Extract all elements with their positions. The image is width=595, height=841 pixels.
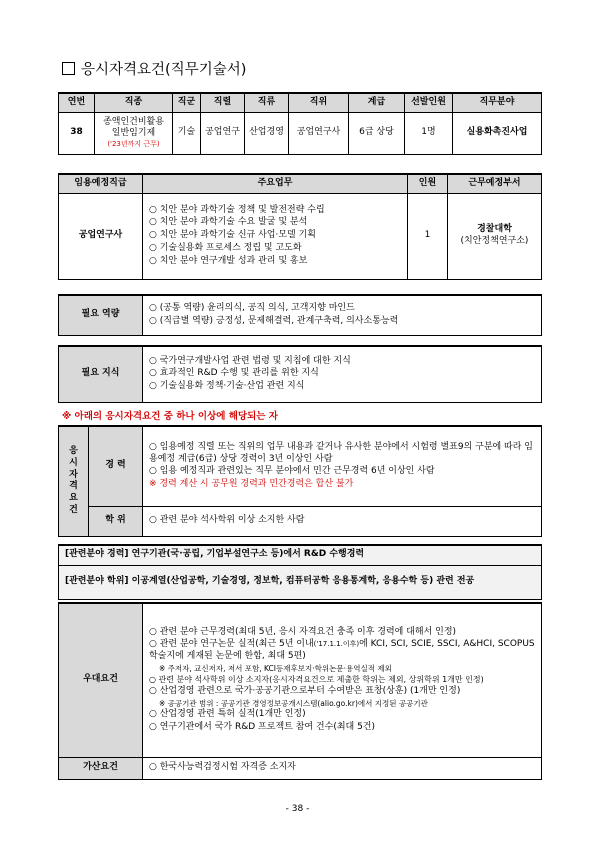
competency-list <box>143 295 542 335</box>
qualification-side-label: 응 시 자 격 요 건 <box>59 426 89 536</box>
degree-item: ○ 관련 분야 석사학위 이상 소지한 사람 <box>143 506 542 536</box>
header-field: 직무분야 <box>453 93 542 112</box>
page-number: - 38 - <box>285 804 310 814</box>
competency-table <box>58 294 542 336</box>
duty-item: ○ 치안 분야 과학기술 수요 발굴 및 분석 <box>149 217 308 228</box>
preference-item: ○ 관련 분야 석사학위 이상 소지자(응시자격요건으로 제출한 학위는 제외, 상위학위 1개만 인정) <box>149 674 484 684</box>
related-career-text: 연구기관(국·공립, 기업부설연구소 등)에서 R&D 수행경력 <box>131 549 365 560</box>
header-gyegeup: 계급 <box>349 93 405 112</box>
related-table <box>58 544 542 600</box>
header-jikryu: 직류 <box>245 93 289 112</box>
cell-people: 1 <box>408 193 448 279</box>
header-dept: 근무예정부서 <box>448 174 542 193</box>
knowledge-item: ○ 국가연구개발사업 관련 법령 및 지침에 대한 지식 <box>149 355 351 366</box>
dept-line1: 경찰대학 <box>477 224 512 235</box>
notice-text: ※ 아래의 응시자격요건 중 하나 이상에 해당되는 자 <box>62 411 278 422</box>
header-jikryeol: 직렬 <box>201 93 245 112</box>
cell-gyegeup: 6급 상당 <box>349 112 405 154</box>
preference-item: ○ 연구기관에서 국가 R&D 프로젝트 참여 건수(최대 5건) <box>149 722 376 733</box>
career-item: ○ 임용 예정직과 관련있는 직무 분야에서 민간 근무경력 6년 이상인 사람 <box>149 466 435 477</box>
competency-label: 필요 역량 <box>59 295 143 335</box>
page-title <box>62 58 246 79</box>
header-count: 선발인원 <box>405 93 453 112</box>
cell-no: 38 <box>59 112 95 154</box>
jikjong-line1: 종액인건비활용 <box>103 116 164 127</box>
checkbox-square-icon <box>62 62 75 75</box>
cell-grade: 공업연구사 <box>59 193 143 279</box>
duty-item: ○ 치안 분야 과학기술 신규 사업·모델 기획 <box>149 230 316 241</box>
knowledge-list <box>143 346 542 402</box>
competency-item: ○ (직급별 역량) 긍정성, 문제해결력, 관계구축력, 의사소통능력 <box>149 315 399 326</box>
degree-label: 학 위 <box>89 506 143 536</box>
career-item: ○ 임용예정 직렬 또는 직위의 업무 내용과 같거나 유사한 분야에서 시험령 별표9의 구분에 따라 임용예정 계급(6급) 상당 경력이 3년 이상인 사람 <box>149 441 534 464</box>
cell-jikryu: 산업경영 <box>245 112 289 154</box>
duty-item: ○ 기술실용화 프로세스 정립 및 고도화 <box>149 242 302 253</box>
preference-list <box>143 603 542 757</box>
preference-item: ○ 산업경영 관련으로 국가·공공기관으로부터 수여받은 표창(상훈) (1개만 인정) <box>149 685 461 696</box>
career-list <box>143 426 542 506</box>
cell-jikjong <box>95 112 173 154</box>
related-career <box>59 545 542 565</box>
header-duties: 주요업무 <box>143 174 408 193</box>
cell-field: 실용화촉진사업 <box>453 112 542 154</box>
knowledge-table <box>58 345 542 403</box>
bonus-label: 가산요건 <box>59 757 143 779</box>
preference-item: ○ 관련 분야 근무경력(최대 5년, 응시 자격요건 충족 이후 경력에 대해서 인정) <box>149 626 457 637</box>
position-table <box>58 92 542 155</box>
career-label: 경 력 <box>89 426 143 506</box>
cell-count: 1명 <box>405 112 453 154</box>
preference-note: ※ 공공기관 범위 : 공공기관 경영정보공개시스템(alio.go.kr)에서 지정된 공공기관 <box>159 698 428 708</box>
preference-item: ○ 산업경영 관련 특허 실적(1개만 인정) <box>149 709 306 720</box>
dept-line2: (치안정책연구소) <box>460 236 529 246</box>
related-degree-text: 이공계열(산업공학, 기술경영, 정보학, 컴퓨터공학 응용통계학, 응용수학 등) 관련 전공 <box>131 576 475 587</box>
jikjong-note: ('23년까지 근무) <box>107 140 160 149</box>
cell-jikryeol: 공업연구 <box>201 112 245 154</box>
bonus-text: ○ 한국사능력검정시험 자격증 소지자 <box>143 757 542 779</box>
preference-label: 우대요건 <box>59 603 143 757</box>
related-career-label: [관련분야 경력] <box>65 549 129 560</box>
related-degree-label: [관련분야 학위] <box>65 576 129 587</box>
knowledge-item: ○ 기술실용화 정책·기술·산업 관련 지식 <box>149 381 305 392</box>
page-title-text: 응시자격요건(직무기술서) <box>81 62 247 78</box>
preference-note: ※ 주저자, 교신저자, 저서 포함, KCI등재후보지·학위논문·용역실적 제외 <box>159 663 392 673</box>
knowledge-label: 필요 지식 <box>59 346 143 402</box>
preference-item: ○ 관련 분야 연구논문 실적(최근 5년 이내('17.1.1.이후)에 KCI, SCI, SCIE, SSCI, A&HCI, SCOPUS 학술지에 게재된 논문에 한함, 최대 5편) <box>149 639 535 662</box>
header-no: 연번 <box>59 93 95 112</box>
header-jikjong: 직종 <box>95 93 173 112</box>
header-grade: 임용예정직급 <box>59 174 143 193</box>
header-jikgun: 직군 <box>173 93 201 112</box>
header-jikwi: 직위 <box>289 93 349 112</box>
career-note: ※ 경력 계산 시 공무원 경력과 민간경력은 합산 불가 <box>149 478 354 489</box>
related-degree <box>59 565 542 599</box>
duties-table <box>58 173 542 280</box>
duty-item: ○ 치안 분야 연구개발 성과 관리 및 홍보 <box>149 255 308 266</box>
competency-item: ○ (공통 역량) 윤리의식, 공직 의식, 고객지향 마인드 <box>149 303 355 314</box>
knowledge-item: ○ 효과적인 R&D 수행 및 관리를 위한 지식 <box>149 368 319 379</box>
cell-jikgun: 기술 <box>173 112 201 154</box>
preference-table <box>58 602 542 780</box>
jikjong-line2: 일반임기제 <box>111 128 156 139</box>
duties-list <box>143 193 408 279</box>
header-people: 인원 <box>408 174 448 193</box>
cell-jikwi: 공업연구사 <box>289 112 349 154</box>
qualification-table <box>58 425 542 537</box>
duty-item: ○ 치안 분야 과학기술 정책 및 발전전략 수립 <box>149 204 325 215</box>
cell-dept <box>448 193 542 279</box>
